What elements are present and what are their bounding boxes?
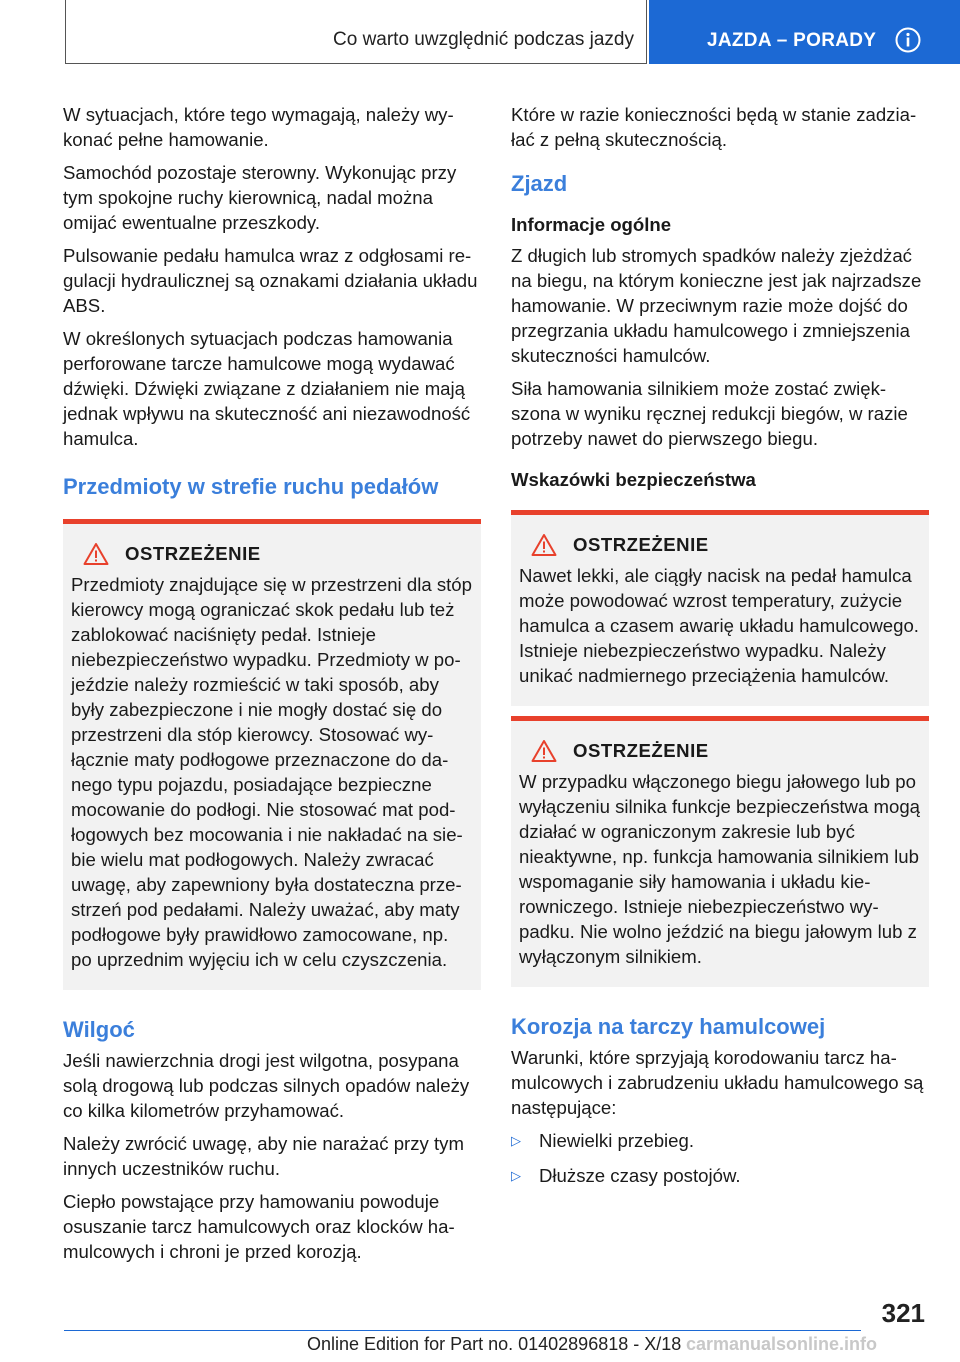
triangle-bullet-icon: ▷ (511, 1133, 521, 1148)
warning-title: OSTRZEŻENIE (125, 543, 261, 564)
info-icon[interactable] (895, 27, 921, 53)
warning-text: W przypadku włączonego biegu jałowego lub po wyłączeniu silnika funkcje bezpieczeństwa mogą działać w ograniczonym zakresie lub być nieaktywne, np. funkcja hamowania silnikiem lub wspomaganie siły hamowania i układu kierowniczego. Istnieje niebezpieczeństwo wypadku. Nie wolno jeździć na biegu jałowym lub z wyłączonym silnikiem. (519, 771, 921, 967)
chapter-tab[interactable] (649, 0, 960, 64)
heading-moisture: Wilgoć (63, 1017, 135, 1042)
paragraph: Z długich lub stromych spadków należy zjeżdżać na biegu, na którym konieczne jest jak najrzadsze hamowanie. W przeciwnym razie może dojść do przegrzania układu hamulcowego i zmniejszenia skuteczności hamulców. (511, 245, 922, 366)
warning-title: OSTRZEŻENIE (573, 740, 709, 761)
heading-objects-pedal-area: Przedmioty w strefie ruchu pedałów (63, 474, 439, 499)
warning-box (63, 519, 481, 990)
paragraph: Ciepło powstające przy hamowaniu powoduje osuszanie tarcz hamulcowych oraz klocków hamulcowych i chroni je przed korozją. (63, 1191, 455, 1262)
warning-box (511, 716, 929, 987)
paragraph: W określonych sytuacjach podczas hamowania perforowane tarcze hamulcowe mogą wydawać dźwięki. Dźwięki związane z działaniem nie mają jednak wpływu na skuteczność ani niezawodność hamulca. (63, 328, 471, 449)
heading-descent: Zjazd (511, 171, 568, 196)
paragraph: Jeśli nawierzchnia drogi jest wilgotna, posypana solą drogową lub podczas silnych opadów należy co kilka kilometrów przyhamować. (63, 1050, 470, 1121)
footer-edition: Online Edition for Part no. 01402896818 - X/18 (307, 1334, 682, 1354)
paragraph: Siła hamowania silnikiem może zostać zwiększona w wyniku ręcznej redukcji biegów, w razie potrzeby nawet do pierwszego biegu. (511, 378, 908, 449)
subheading-safety: Wskazówki bezpieczeństwa (511, 469, 756, 490)
header-section-box (65, 0, 647, 64)
paragraph: Samochód pozostaje sterowny. Wykonując przy tym spokojne ruchy kierownicą, nadal można omijać ewentualne przeszkody. (63, 162, 457, 233)
list-item-text: Niewielki przebieg. (539, 1130, 695, 1151)
paragraph: Pulsowanie pedału hamulca wraz z odgłosami regulacji hydraulicznej są oznakami działania układu ABS. (63, 245, 478, 316)
warning-triangle-icon (531, 739, 557, 763)
right-column (511, 102, 929, 1198)
paragraph: Które w razie konieczności będą w stanie zadziałać z pełną skutecznością. (511, 104, 917, 150)
paragraph: Należy zwrócić uwagę, aby nie narażać przy tym innych uczestników ruchu. (63, 1133, 464, 1179)
subheading-general-info: Informacje ogólne (511, 214, 672, 235)
warning-text: Nawet lekki, ale ciągły nacisk na pedał hamulca może powodować wzrost temperatury, zużycie hamulca a czasem awarię układu hamulcowego. Istnieje niebezpieczeństwo wypadku. Należy unikać nadmiernego przeciążenia hamulców. (519, 565, 919, 686)
warning-title: OSTRZEŻENIE (573, 534, 709, 555)
footer-watermark[interactable]: carmanualsonline.info (686, 1334, 878, 1354)
heading-corrosion: Korozja na tarczy hamulcowej (511, 1014, 826, 1039)
list-item (511, 1128, 929, 1153)
list-item-text: Dłuższe czasy postojów. (539, 1165, 741, 1186)
warning-header (519, 533, 921, 557)
warning-box (511, 510, 929, 706)
list-item (511, 1163, 929, 1188)
triangle-bullet-icon: ▷ (511, 1168, 521, 1183)
chapter-tab-label: JAZDA – PORADY (707, 30, 877, 51)
paragraph: Warunki, które sprzyjają korodowaniu tarcz hamulcowych i zabrudzeniu układu hamulcowego są następujące: (511, 1047, 924, 1118)
bullet-list (511, 1128, 929, 1188)
warning-header (519, 739, 921, 763)
warning-text: Przedmioty znajdujące się w przestrzeni dla stóp kierowcy mogą ograniczać skok pedału lub też zablokować naciśnięty pedał. Istnieje niebezpieczeństwo wypadku. Przedmioty w pojeździe należy rozmieścić w taki sposób, aby były zabezpieczone i nie mogły dostać się do przestrzeni dla stóp kierowcy. Stosować wyłącznie maty podłogowe przeznaczone do danego typu pojazdu, posiadające bezpieczne mocowanie do podłogi. Nie stosować mat podłogowych bez mocowania i nie nakładać na siebie wielu mat podłogowych. Należy zwracać uwagę, aby zapewniony była dostateczna przestrzeń pod pedałami. Należy uważać, aby maty podłogowe były prawidłowo zamocowane, np. po uprzednim wyjęciu ich w celu czyszczenia. (71, 574, 472, 970)
paragraph: W sytuacjach, które tego wymagają, należy wykonać pełne hamowanie. (63, 104, 454, 150)
warning-triangle-icon (83, 542, 109, 566)
warning-header (71, 542, 473, 566)
footer-divider (64, 1330, 861, 1331)
warning-triangle-icon (531, 533, 557, 557)
page-number: 321 (881, 1298, 925, 1328)
section-title: Co warto uwzględnić podczas jazdy (333, 29, 634, 50)
left-column (63, 102, 481, 1272)
